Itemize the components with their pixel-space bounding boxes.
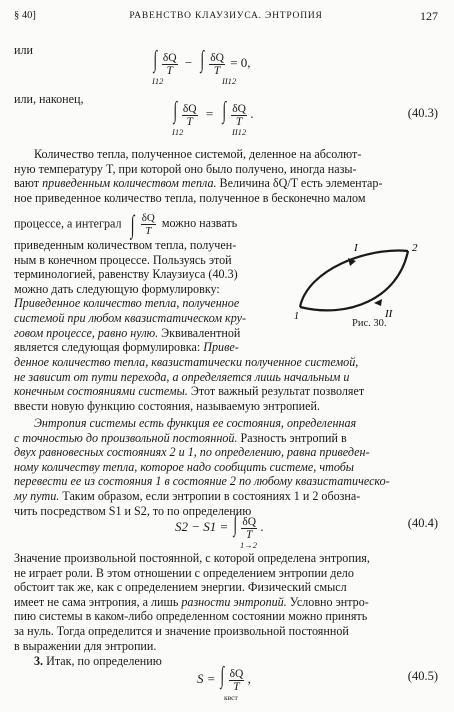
equation-number-40-5: (40.5): [407, 669, 438, 683]
paragraph-3: Значение произвольной постоянной, с которой определена энтропия, не играет роли. В этом отношении с определением энтропии дело обстоит так же, как с определением энергии. Физический смысл имеет не сама энтропия, а лишь разности энтропий. Условно энтро- пию системы в каком-либо определенном состоянии можно принять за нуль. Тогда определится и значение произвольной постоянной в выражении для энтропии.: [14, 551, 370, 653]
book-page: § 40] РАВЕНСТВО КЛАУЗИУСА. ЭНТРОПИЯ 127 или ∫ $\frac{\delta Q}{T}$ − ∫ $\frac{\delta Q}{T}$ = 0, I12 II12 или, наконец, ∫ $\frac{\delta Q}{T}$ = ∫ $\frac{\delta Q}{T}$ . I12 II12 (40.3) Количество тепла, полученное системой, деленное на абсолют- ную температуру T, при которой оно было получено, иногда назы- вают приведенным количеством тепла. Величина δQ/T есть элементар- ное приведенное количество тепла, полученное в бесконечно малом процессе, а интеграл ∫ $\frac{\delta Q}{T}$ можно назвать приведенным количеством тепла, получен- ным в конечном процессе. Пользуясь этой терминологией, равенству Клаузиуса (40.3) можно дать следующую формулировку: Приведенное количество тепла, полученное системой при любом квазистатическом кру- говом процессе, равно нулю. Эквивалентной является следующая формулировка: Приве- 1 2 I II Рис. 30. денное количество тепла, квазистатически полученное системой, не зависит от пути перехода, а определяется лишь начальным и конечным состояниями системы. Этот важный результат позволяет ввести новую функцию состояния, называемую энтропией. Энтропия системы есть функция ее состояния, определенная с точностью до произвольной постоянной. Разность энтропий в двух равновесных состояниях 2 и 1, по определению, равна приведен- ному количеству тепла, которое надо сообщить системе, чтобы перевести ее из состояния 1 в состояние 2 по любому квазистатическо- му пути. Таким образом, если энтропии в состояниях 1 и 2 обозна- чить посредством S1 и S2, то по определению S2 − S1 = ∫ $\frac{\delta Q}{T}$ . 1→2 (40.4) Значение произвольной постоянной, с которой определена энтропия, не играет роли. В этом отношении с определением энтропии дело обстоит так же, как с определением энергии. Физический смысл имеет не сама энтропия, а лишь разности энтропий. Условно энтро- пию системы в каком-либо определенном состоянии можно принять за нуль. Тогда определится и значение произвольной постоянной в выражении для энтропии. 3. Итак, по определению S = ∫ $\frac{\delta Q}{T}$ , квст (40.5): [0, 0, 454, 712]
equation-number-40-3: (40.3): [407, 106, 438, 120]
arrow-II: [374, 299, 382, 306]
path-label-II: II: [385, 308, 393, 320]
section-marker: § 40]: [14, 10, 36, 21]
path-label-I: I: [354, 242, 358, 254]
figure-caption: Рис. 30.: [352, 318, 387, 329]
point-label-2: 2: [412, 242, 418, 254]
path-I-curve: [300, 251, 408, 307]
equation-number-40-4: (40.4): [407, 516, 438, 530]
phrase-ili-nakonec: или, наконец,: [14, 92, 84, 106]
paragraph-1-column: приведенным количеством тепла, получен- ным в конечном процессе. Пользуясь этой терминологией, равенству Клаузиуса (40.3) можно дать следующую формулировку: Приведенное количество тепла, полученное системой при любом квазистатическом кру- говом процессе, равно нулю. Эквивалентной является следующая формулировка: Приве-: [14, 238, 246, 355]
equation-1: ∫ $\frac{\delta Q}{T}$ − ∫ $\frac{\delta Q}{T}$ = 0,: [153, 47, 251, 77]
equation-40-3: ∫ $\frac{\delta Q}{T}$ = ∫ $\frac{\delta Q}{T}$ .: [173, 98, 254, 128]
point-label-1: 1: [294, 311, 299, 322]
equation-40-5: S = ∫ $\frac{\delta Q}{T}$ ,: [197, 663, 251, 693]
chapter-title: РАВЕНСТВО КЛАУЗИУСА. ЭНТРОПИЯ: [129, 11, 323, 21]
word-ili: или: [14, 43, 33, 57]
paragraph-2: Энтропия системы есть функция ее состояния, определенная с точностью до произвольной постоянной. Разность энтропий в двух равновесных состояниях 2 и 1, по определению, равна приведен- ному количеству тепла, которое надо сообщить системе, чтобы перевести ее из состояния 1 в состояние 2 по любому квазистатическо- му пути. Таким образом, если энтропии в состояниях 1 и 2 обозна- чить посредством S1 и S2, то по определению: [14, 416, 390, 518]
paragraph-4: 3. Итак, по определению: [34, 654, 162, 668]
integral-sign: ∫: [200, 47, 205, 73]
integral-sign: ∫: [153, 47, 158, 73]
paragraph-1-end: денное количество тепла, квазистатически полученное системой, не зависит от пути перехода, а определяется лишь начальным и конечным состояниями системы. Этот важный результат позволяет ввести новую функцию состояния, называемую энтропией.: [14, 355, 365, 413]
paragraph-1: Количество тепла, полученное системой, деленное на абсолют- ную температуру T, при которой оно было получено, иногда назы- вают приведенным количеством тепла. Величина δQ/T есть элементар- ное приведенное количество тепла, полученное в бесконечно малом: [14, 147, 383, 205]
page-number: 127: [420, 9, 438, 23]
equation-40-4: S2 − S1 = ∫ $\frac{\delta Q}{T}$ .: [175, 511, 264, 541]
running-header: [14, 10, 438, 26]
integral-line: процессе, а интеграл ∫ $\frac{\delta Q}{T}$ можно назвать: [14, 210, 238, 240]
